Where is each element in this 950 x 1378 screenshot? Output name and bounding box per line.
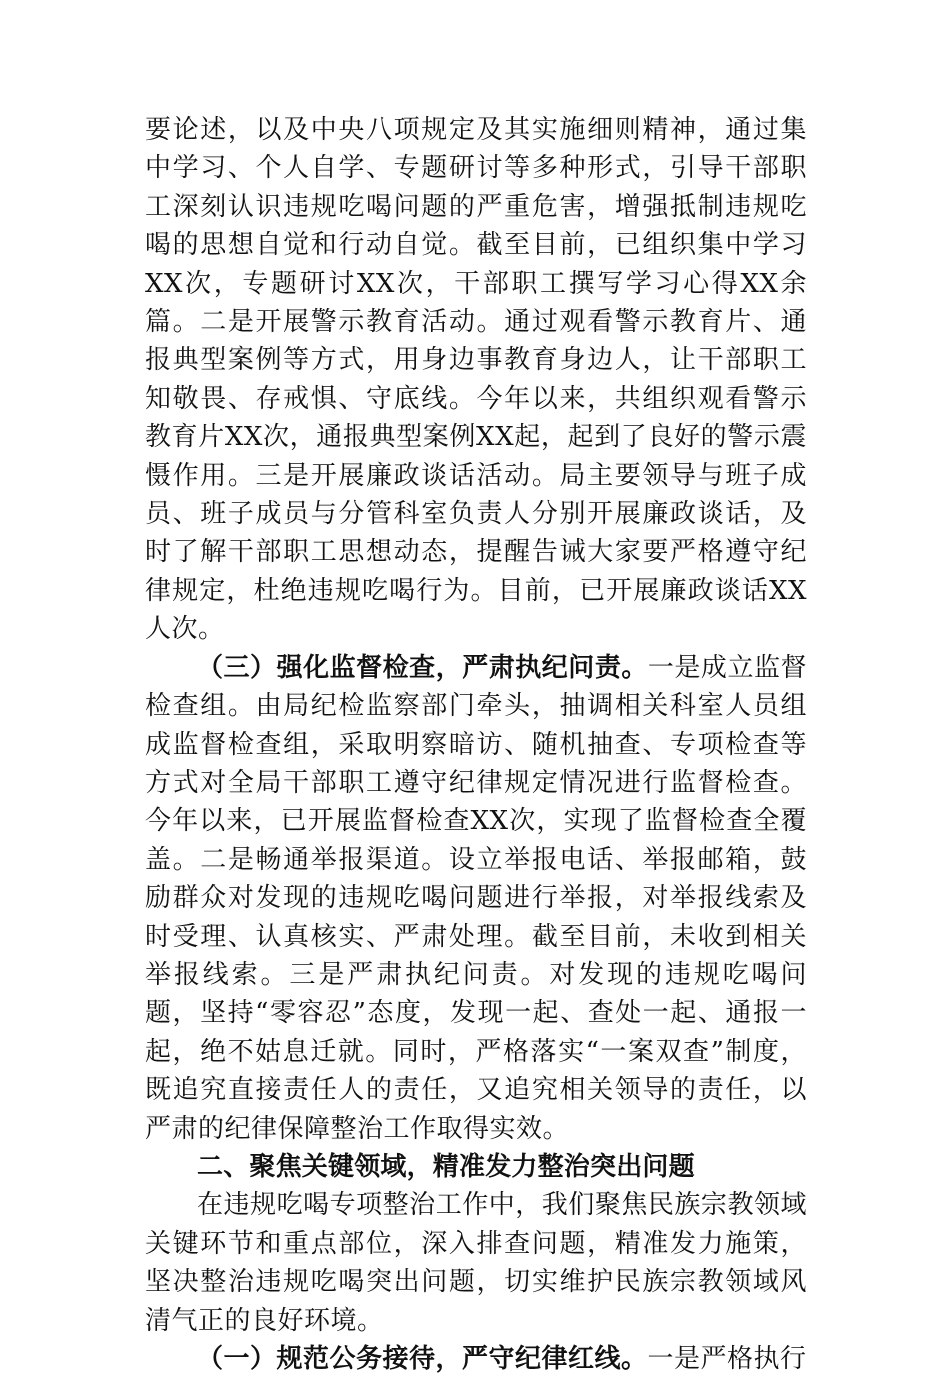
paragraph-supervision [145, 649, 807, 1148]
subheading-supervision: （三）强化监督检查，严肃执纪问责。 [197, 652, 648, 683]
paragraph-focus-areas: 在违规吃喝专项整治工作中，我们聚焦民族宗教领域关键环节和重点部位，深入排查问题，精准发力施策，坚决整治违规吃喝突出问题，切实维护民族宗教领域风清气正的良好环境。 [145, 1190, 807, 1336]
paragraph-reception [145, 1340, 807, 1378]
paragraph-reception-body: 一是严格执行 [647, 1344, 807, 1374]
section-heading-2: 二、聚焦关键领域，精准发力整治突出问题 [197, 1151, 695, 1182]
paragraph-continuation: 要论述，以及中央八项规定及其实施细则精神，通过集中学习、个人自学、专题研讨等多种形式，引导干部职工深刻认识违规吃喝问题的严重危害，增强抵制违规吃喝的思想自觉和行动自觉。截至目前，已组织集中学习XX次，专题研讨XX次，干部职工撰写学习心得XX余篇。二是开展警示教育活动。通过观看警示教育片、通报典型案例等方式，用身边事教育身边人，让干部职工知敬畏、存戒惧、守底线。今年以来，共组织观看警示教育片XX次，通报典型案例XX起，起到了良好的警示震慑作用。三是开展廉政谈话活动。局主要领导与班子成员、班子成员与分管科室负责人分别开展廉政谈话，及时了解干部职工思想动态，提醒告诫大家要严格遵守纪律规定，杜绝违规吃喝行为。目前，已开展廉政谈话XX人次。 [145, 115, 807, 645]
paragraph-supervision-body: 一是成立监督检查组。由局纪检监察部门牵头，抽调相关科室人员组成监督检查组，采取明察暗访、随机抽查、专项检查等方式对全局干部职工遵守纪律规定情况进行监督检查。今年以来，已开展监督检查XX次，实现了监督检查全覆盖。二是畅通举报渠道。设立举报电话、举报邮箱，鼓励群众对发现的违规吃喝问题进行举报，对举报线索及时受理、认真核实、严肃处理。截至目前，未收到相关举报线索。三是严肃执纪问责。对发现的违规吃喝问题，坚持“零容忍”态度，发现一起、查处一起、通报一起，绝不姑息迁就。同时，严格落实“一案双查”制度，既追究直接责任人的责任，又追究相关领导的责任，以严肃的纪律保障整治工作取得实效。 [145, 652, 807, 1144]
document-body [145, 111, 807, 1378]
subheading-reception: （一）规范公务接待，严守纪律红线。 [197, 1344, 648, 1374]
